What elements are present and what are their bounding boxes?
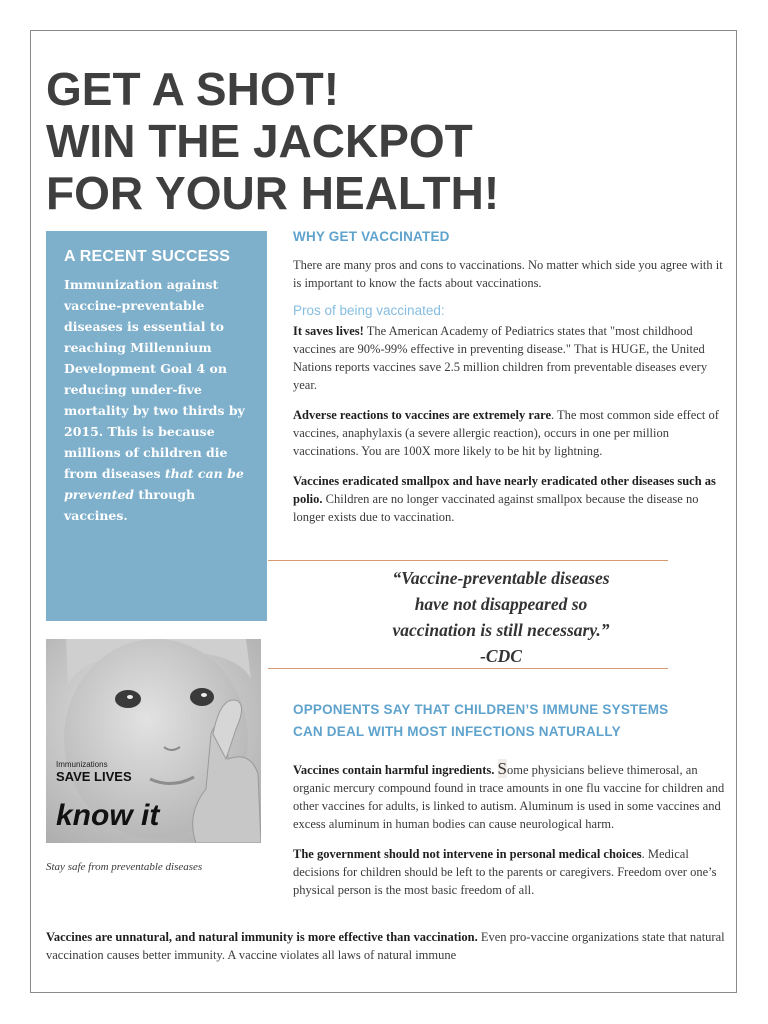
section-heading-line: CAN DEAL WITH MOST INFECTIONS NATURALLY: [293, 724, 621, 739]
cdc-pull-quote: [331, 565, 671, 669]
pro-point-lead: Adverse reactions to vaccines are extremely rare: [293, 408, 552, 422]
quote-attribution: -CDC: [480, 646, 522, 666]
sidebar-body-emphasis: that can be prevented: [64, 466, 244, 502]
recent-success-sidebar: [46, 231, 267, 621]
con-point-separator: .: [491, 763, 498, 777]
headline-line: WIN THE JACKPOT: [46, 115, 473, 167]
con-point-lead: The government should not intervene in personal medical choices: [293, 847, 642, 861]
con-point-lead: Vaccines contain harmful ingredients: [293, 763, 492, 777]
sidebar-heading: A RECENT SUCCESS: [64, 248, 231, 265]
opponents-section: [293, 699, 725, 911]
quote-line: vaccination is still necessary.”: [392, 620, 610, 640]
natural-immunity-lead: Vaccines are unnatural, and natural immunity is more effective than vaccination.: [46, 930, 478, 944]
headline: [46, 63, 726, 219]
natural-immunity-paragraph: [46, 928, 726, 964]
photo-text-immunizations: Immunizations: [56, 760, 108, 769]
photo-text-know-it: know it: [56, 799, 160, 832]
natural-immunity-text: Even pro-vaccine organizations state that natural vaccination causes better immunity. A vaccine violates all laws of natural immune: [46, 930, 725, 962]
why-get-vaccinated-section: [293, 229, 725, 538]
con-point: [293, 845, 725, 899]
con-point-text: ome physicians believe thimerosal, an organic mercury compound found in trace amounts in one flu vaccine for children and other vaccines for adults, is linked to autism. Aluminum is used in some vaccines and excess aluminum in human bodies can cause neurological harm.: [293, 763, 725, 831]
sidebar-body: [64, 274, 253, 526]
photo-text-save-lives: SAVE LIVES: [56, 769, 132, 784]
pro-point-text: . The most common side effect of vaccines, anaphylaxis (a severe allergic reaction), occurs in one per million vaccinations. You are 100X more likely to be hit by lightning.: [293, 408, 719, 458]
sidebar-body-text: Immunization against vaccine-preventable diseases is essential to reaching Millennium Development Goal 4 on reducing under-five mortality by two thirds by 2015. This is because millions of children die from diseases: [64, 277, 245, 481]
child-photo-illustration: [46, 639, 261, 843]
page: [30, 30, 737, 993]
quote-line: “Vaccine-preventable diseases: [392, 568, 610, 588]
pro-point: [293, 406, 725, 460]
section-heading-line: OPPONENTS SAY THAT CHILDREN’S IMMUNE SYSTEMS: [293, 702, 669, 717]
pro-point: [293, 472, 725, 526]
quote-line: have not disappeared so: [414, 594, 588, 614]
pro-point-lead: It saves lives!: [293, 324, 364, 338]
pro-point-text: The American Academy of Pediatrics states that "most childhood vaccines are 90%-99% effective in preventing disease." That is HUGE, the United Nations reports vaccines save 2.5 million children from preventable diseases every year.: [293, 324, 708, 392]
con-point-text: . Medical decisions for children should be left to the parents or caregivers. Freedom over one’s physical person is the most basic freedom of all.: [293, 847, 717, 897]
pros-subheading: Pros of being vaccinated:: [293, 303, 445, 318]
con-point: [293, 760, 725, 833]
con-point-capital: S: [497, 759, 507, 778]
pro-point-lead: Vaccines eradicated smallpox and have nearly eradicated other diseases such as polio.: [293, 474, 716, 506]
pro-point: [293, 322, 725, 394]
pro-point-text: Children are no longer vaccinated against smallpox because the disease no longer exists due to vaccination.: [293, 492, 699, 524]
child-pointing-photo: [46, 639, 261, 843]
intro-paragraph: There are many pros and cons to vaccinations. No matter which side you agree with it is important to know the facts about vaccinations.: [293, 258, 723, 290]
headline-line: GET A SHOT!: [46, 63, 340, 115]
photo-caption: Stay safe from preventable diseases: [46, 861, 203, 873]
quote-divider-bottom: [268, 668, 668, 669]
section-heading: WHY GET VACCINATED: [293, 229, 450, 244]
section-heading: [293, 699, 725, 743]
quote-divider-top: [268, 560, 668, 561]
sidebar-body-text: through vaccines.: [64, 487, 196, 523]
headline-line: FOR YOUR HEALTH!: [46, 167, 500, 219]
